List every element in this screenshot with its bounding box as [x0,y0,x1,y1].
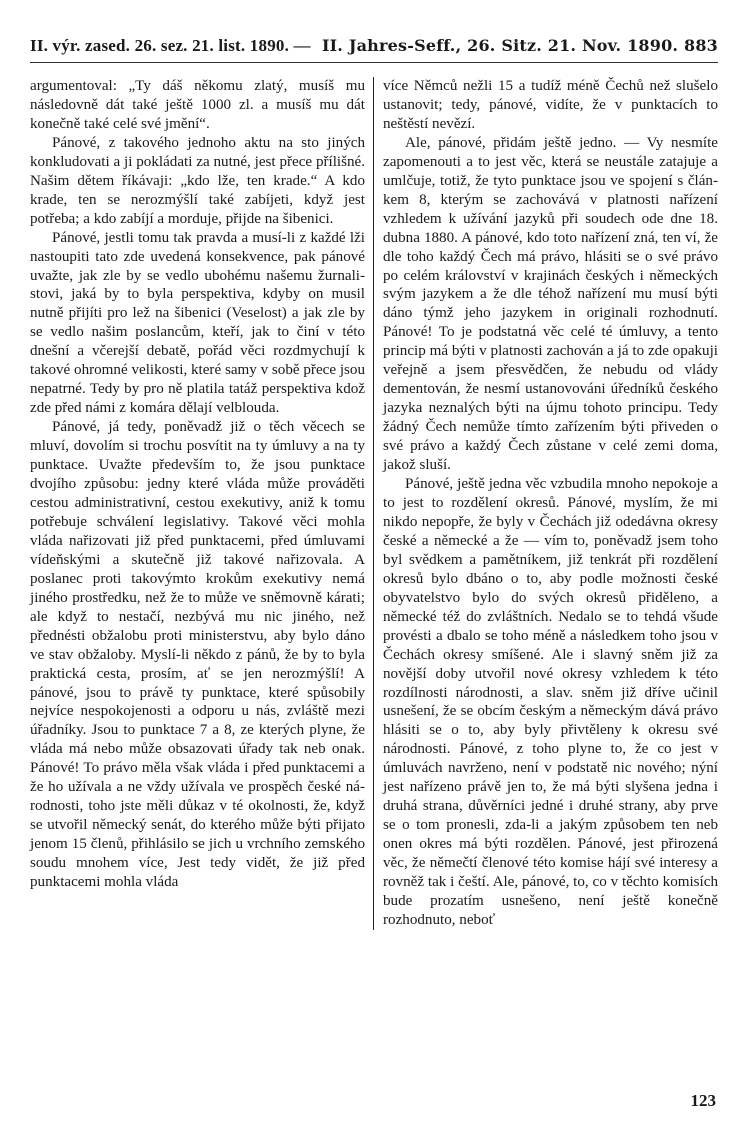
header-page-ref: 883 [684,36,718,55]
right-paragraph-3: Pánové, ještě jedna věc vzbudila mnoho nepokoje a to jest to rozdělení okresů. Pánové, myslím, že mi nikdo nepopře, že byly v Čechách již odedávna okresy české a německé a že — vím to, poněvadž jsem toho byl svědkem a pamětníkem, již tenkrát při rozdělení okresů bylo dbáno o to, aby podle možnosti české obyvatelstvo bylo do svých okresů přiděleno, a německé též do zvláštních. Nedalo se to tehdá všude provésti a dbalo se toho méně a následkem toho jsou v Čechách okresy smíšené. Ale i slavný sněm již za novější doby utvořil nové okresy vzhledem k této rozdílnosti národnosti, a slav. sněm již dříve učinil usnešení, že se obcím českým a německým dává právo hlásiti se o to, aby byly přivtěleny k okresu své národnosti. Pánové, z toho plyne to, že co jest v úmluvách navrženo, není v podstatě nic nového; nýní jest nařízeno právě jen to, že má býti slyšena jedna i druhá strana, důvěrníci jedné i druhé strany, aby prve se o tom pronesli, zda-li a jakým způsobem ten neb onen okres má býti rozdělen. Pánové, jest přirozená věc, že němečtí členové této komise hájí své interesy a rovněž tak i čeští. Ale, pánové, to, co v těchto komisích bude prozatím usnešeno, není ještě konečně rozhodnuto, neboť [383,476,718,928]
page-header [30,36,718,63]
page-number: 123 [690,1091,716,1110]
right-paragraph-1: více Němců nežli 15 a tudíž méně Čechů než slušelo ustanovit; tedy, pánové, vidíte, že v punktacích to neštěstí nevězí. [383,78,718,132]
header-german-text: II. Jahres-Seff., 26. Sitz. 21. Nov. 1890. [321,36,679,55]
left-paragraph-4: Pánové, já tedy, poněvadž již o těch věcech se mluví, dovolím si trochu posvítit na ty úmluvy a na ty punktace. Uvažte především to, že jsou punktace dvojího způsobu: jedny které vláda může prováděti cestou administrativní, cestou exekutivy, aniž k tomu potřebuje schválení legislativy. Takové věci mohla vláda nařizovati již před punktacemi, před úmluvami vídeňskými a skutečně již takové nařizovala. A poslanec proti takovýmto krokům exekutivy nemá jiného prostředku, než že to může ve sněmovně kárati; ale když to nestačí, nezbývá mu nic jiného, než přednésti obžalobu proti ministerstvu, aby bylo dáno ve stav obžaloby. Myslí-li někdo z pánů, že by to byla praktická cesta, prosím, ať se jen nerozmýšlí! A pánové, jsou to právě ty punktace, které spůsobily nejvíce nespokojenosti a odporu u nás, zvláště mezi úřadníky. Jsou to punktace 7 a 8, ze kterých plyne, že vláda má nebo může obsazovati úřady tak neb onak. Pánové! To právo měla však vláda i před punktacemi a že ho užívala a ne vždy užívala ve prospěch české národnosti, toho jste měli důkaz v té okolnosti, že, když se utvořil německý senát, do kterého může býti přijato jenom 15 členů, přihlásilo se jich u vrchního zemského soudu mnohem více, Jest tedy vidět, že již před punktacemi mohla vláda [30,419,365,891]
left-paragraph-3: Pánové, jestli tomu tak pravda a musí-li z každé lži nastoupiti tato zde uvedená konsekvence, pak pánové uvažte, jak zle by se vedlo ubohému našemu žurnalistovi, jaká by to byla perspektiva, kdyby on musil nutně přijíti pro lež na šibenici (Veselost) a jak zle by se vedlo našim poslancům, kteří, jak to činí v této dnešní a včerejší debatě, pořád věci rozdmychují k takové ohromné velikosti, které samy v sobě přece jsou nepatrné. Tedy by pro ně platila tatáž perspektiva kdož zde před námi z komára dělají velblouda. [30,229,365,417]
header-czech-text: II. výr. zased. 26. sez. 21. list. 1890. [30,36,290,55]
header-dash: — [293,36,311,55]
left-paragraph-2: Pánové, z takového jednoho aktu na sto jiných konkludovati a ji pokládati za nutné, jest přece přílišné. Našim dětem říkávaji: „kdo lže, ten krade.“ A kdo krade, ten se nerozmýšlí také zabíjeti, když jest potřeba; a kdo zabíjí a morduje, přijde na šibenici. [30,134,365,227]
left-paragraph-1: argumentoval: „Ty dáš někomu zlatý, musíš mu následovně dát také ještě 1000 zl. a musíš mu dát konečně také celé své jmění“. [30,78,365,132]
text-columns [30,77,718,930]
header-czech [30,36,311,56]
right-column [373,77,718,930]
right-paragraph-2: Ale, pánové, přidám ještě jedno. — Vy nesmíte zapomenouti a to jest věc, která se neustále zatajuje a umlčuje, totiž, že tyto punktace jsou ve spojení s článkem 8, kterým se zachovává v platnosti nařízení vzhledem k užívání jazyků při soudech ode dne 18. dubna 1880. A pánové, kdo toto nařízení zná, ten ví, že dle toho každý Čech má právo, hlásiti se o své právo po celém království v krajinách českých i německých svým jazykem a že dle téhož nařízení mu musí býti dáno týmž jeho jazykem in originali rozhodnutí. Pánové! To je podstatná věc celé té úmluvy, a tento princip má býti v platnosti zachován a já to zde opakuji veřejně a jsem přesvědčen, že nebudu od vlády dementován, že nesmí ustanovováni úředníků českého jazyka neznalých býti na újmu tohoto principu. Tedy žádný Čech nemůže tímto zařízením býti přiveden o své právo a každý Čech zůstane v celé zemi doma, jakož sluší. [383,134,718,474]
header-german [322,36,718,55]
left-column [30,77,373,930]
